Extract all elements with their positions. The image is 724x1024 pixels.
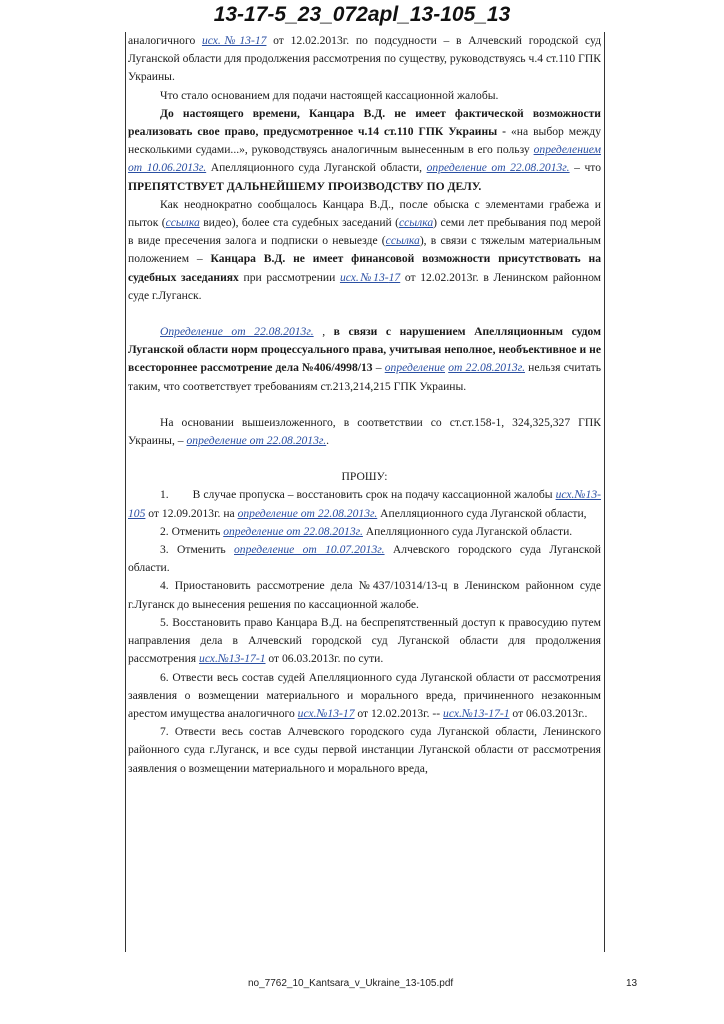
footer-page-number: 13: [626, 978, 638, 989]
paragraph-6: На основании вышеизложенного, в соответствии со ст.ст.158-1, 324,325,327 ГПК Украины, – определение от 22.08.2013г..: [128, 415, 601, 448]
link-sessions[interactable]: ссылка: [399, 216, 434, 230]
link-def-22-08-a[interactable]: определение: [384, 361, 446, 375]
paragraph-2: Что стало основанием для подачи настоящей кассационной жалобы.: [160, 88, 499, 102]
link-def-22-08-cap[interactable]: Определение от 22.08.2013г.: [160, 325, 314, 339]
request-item-7: 7. Отвести весь состав Алчевского городского суда Луганской области, Ленинского районного суда г.Луганск, и все суды первой инстанции Луганской области от рассмотрения заявления о возмещении материального и морального вреда,: [128, 725, 601, 775]
left-margin-line: [125, 32, 126, 952]
spacer: [128, 396, 601, 414]
spacer: [128, 305, 601, 323]
paragraph-3: До настоящего времени, Канцара В.Д. не имеет фактической возможности реализовать свое право, предусмотренное ч.14 ст.110 ГПК Украины - «на выбор между несколькими судами...», руководствуясь аналогичным вынесенным в его пользу определением от 10.06.2013г. Апелляционного суда Луганской области, определение от 22.08.2013г. – что ПРЕПЯТСТВУЕТ ДАЛЬНЕЙШЕМУ ПРОИЗВОДСТВУ ПО ДЕЛУ.: [128, 106, 601, 193]
request-heading: ПРОШУ:: [341, 470, 388, 484]
link-def-22-08[interactable]: определение от 22.08.2013г.: [426, 161, 570, 175]
request-item-1: 1. В случае пропуска – восстановить срок на подачу кассационной жалобы исх.№13-105 от 12.09.2013г. на определение от 22.08.2013г. Апелляционного суда Луганской области,: [128, 488, 601, 520]
link-def-10-07[interactable]: определение от 10.07.2013г.: [234, 543, 385, 557]
link-bail[interactable]: ссылка: [385, 234, 420, 248]
link-def-10-06[interactable]: определением от 10.06.2013г.: [128, 143, 601, 175]
link-isk-13-17-split-a[interactable]: исх.№13-: [339, 270, 389, 284]
paragraph-1: аналогичного исх.№13-17 от 12.02.2013г. по подсудности – в Алчевский городской суд Луганской области для продолжения рассмотрения по существу, руководствуясь ч.4 ст.110 ГПК Украины.: [128, 34, 601, 84]
request-item-5: 5. Восстановить право Канцара В.Д. на беспрепятственный доступ к правосудию путем направления дела в Алчевский городской суд Луганской области для продолжения рассмотрения исх.№13-17-1 от 06.03.2013г. по сути.: [128, 615, 601, 666]
link-video[interactable]: ссылка: [165, 216, 200, 230]
link-isk-13-17-item6[interactable]: исх.№13-17: [297, 706, 355, 720]
link-isk-13-105[interactable]: исх.№13-105: [128, 488, 601, 520]
link-isk-13-17-1[interactable]: исх.№13-17-1: [199, 652, 266, 666]
request-item-3: 3. Отменить определение от 10.07.2013г. Алчевского городского суда Луганской области.: [128, 543, 601, 575]
paragraph-4: Как неоднократно сообщалось Канцара В.Д., после обыска с элементами грабежа и пыток (ссылка видео), более ста судебных заседаний (ссылка) семи лет пребывания под мерой в виде пресечения залога и подписки о невыезде (ссылка), в связи с тяжелым материальным положением – Канцара В.Д. не имеет финансовой возможности присутствовать на судебных заседаниях при рассмотрении исх.№13-17 от 12.02.2013г. в Ленинском районном суде г.Луганск.: [128, 197, 601, 302]
document-body: [128, 32, 601, 952]
link-isk-13-17-1-item6[interactable]: исх.№13-17-1: [443, 706, 510, 720]
right-margin-line: [604, 32, 605, 952]
paragraph-5: Определение от 22.08.2013г. , в связи с нарушением Апелляционным судом Луганской области норм процессуального права, учитывая неполное, необъективное и не всестороннее рассмотрение дела №406/4998/13 – определение от 22.08.2013г. нельзя считать таким, что соответствует требованиям ст.213,214,215 ГПК Украины.: [128, 325, 601, 393]
document-header-title: 13-17-5_23_072apl_13-105_13: [213, 3, 511, 26]
request-item-6: 6. Отвести весь состав судей Апелляционного суда Луганской области от рассмотрения заявления о возмещении материального и морального вреда, причиненного незаконным арестом имущества аналогичного исх.№13-17 от 12.02.2013г. -- исх.№13-17-1 от 06.03.2013г..: [128, 670, 601, 720]
footer-filename: no_7762_10_Kantsara_v_Ukraine_13-105.pdf: [248, 978, 454, 989]
spacer: [128, 450, 601, 468]
link-isk-13-17-split-b[interactable]: 17: [388, 270, 401, 284]
link-def-22-08-item2[interactable]: определение от 22.08.2013г.: [223, 524, 363, 538]
link-isk-13-17[interactable]: исх.№13-17: [201, 34, 267, 47]
request-item-2: 2. Отменить определение от 22.08.2013г. Апелляционного суда Луганской области.: [160, 524, 573, 538]
link-def-22-08-item1[interactable]: определение от 22.08.2013г.: [237, 506, 378, 520]
request-item-4: 4. Приостановить рассмотрение дела №437/10314/13-ц в Ленинском районном суде г.Луганск до вынесения решения по кассационной жалобе.: [128, 579, 601, 611]
link-def-22-08-basis[interactable]: определение от 22.08.2013г.: [186, 434, 327, 448]
link-def-22-08-b[interactable]: от 22.08.2013г.: [448, 361, 525, 375]
